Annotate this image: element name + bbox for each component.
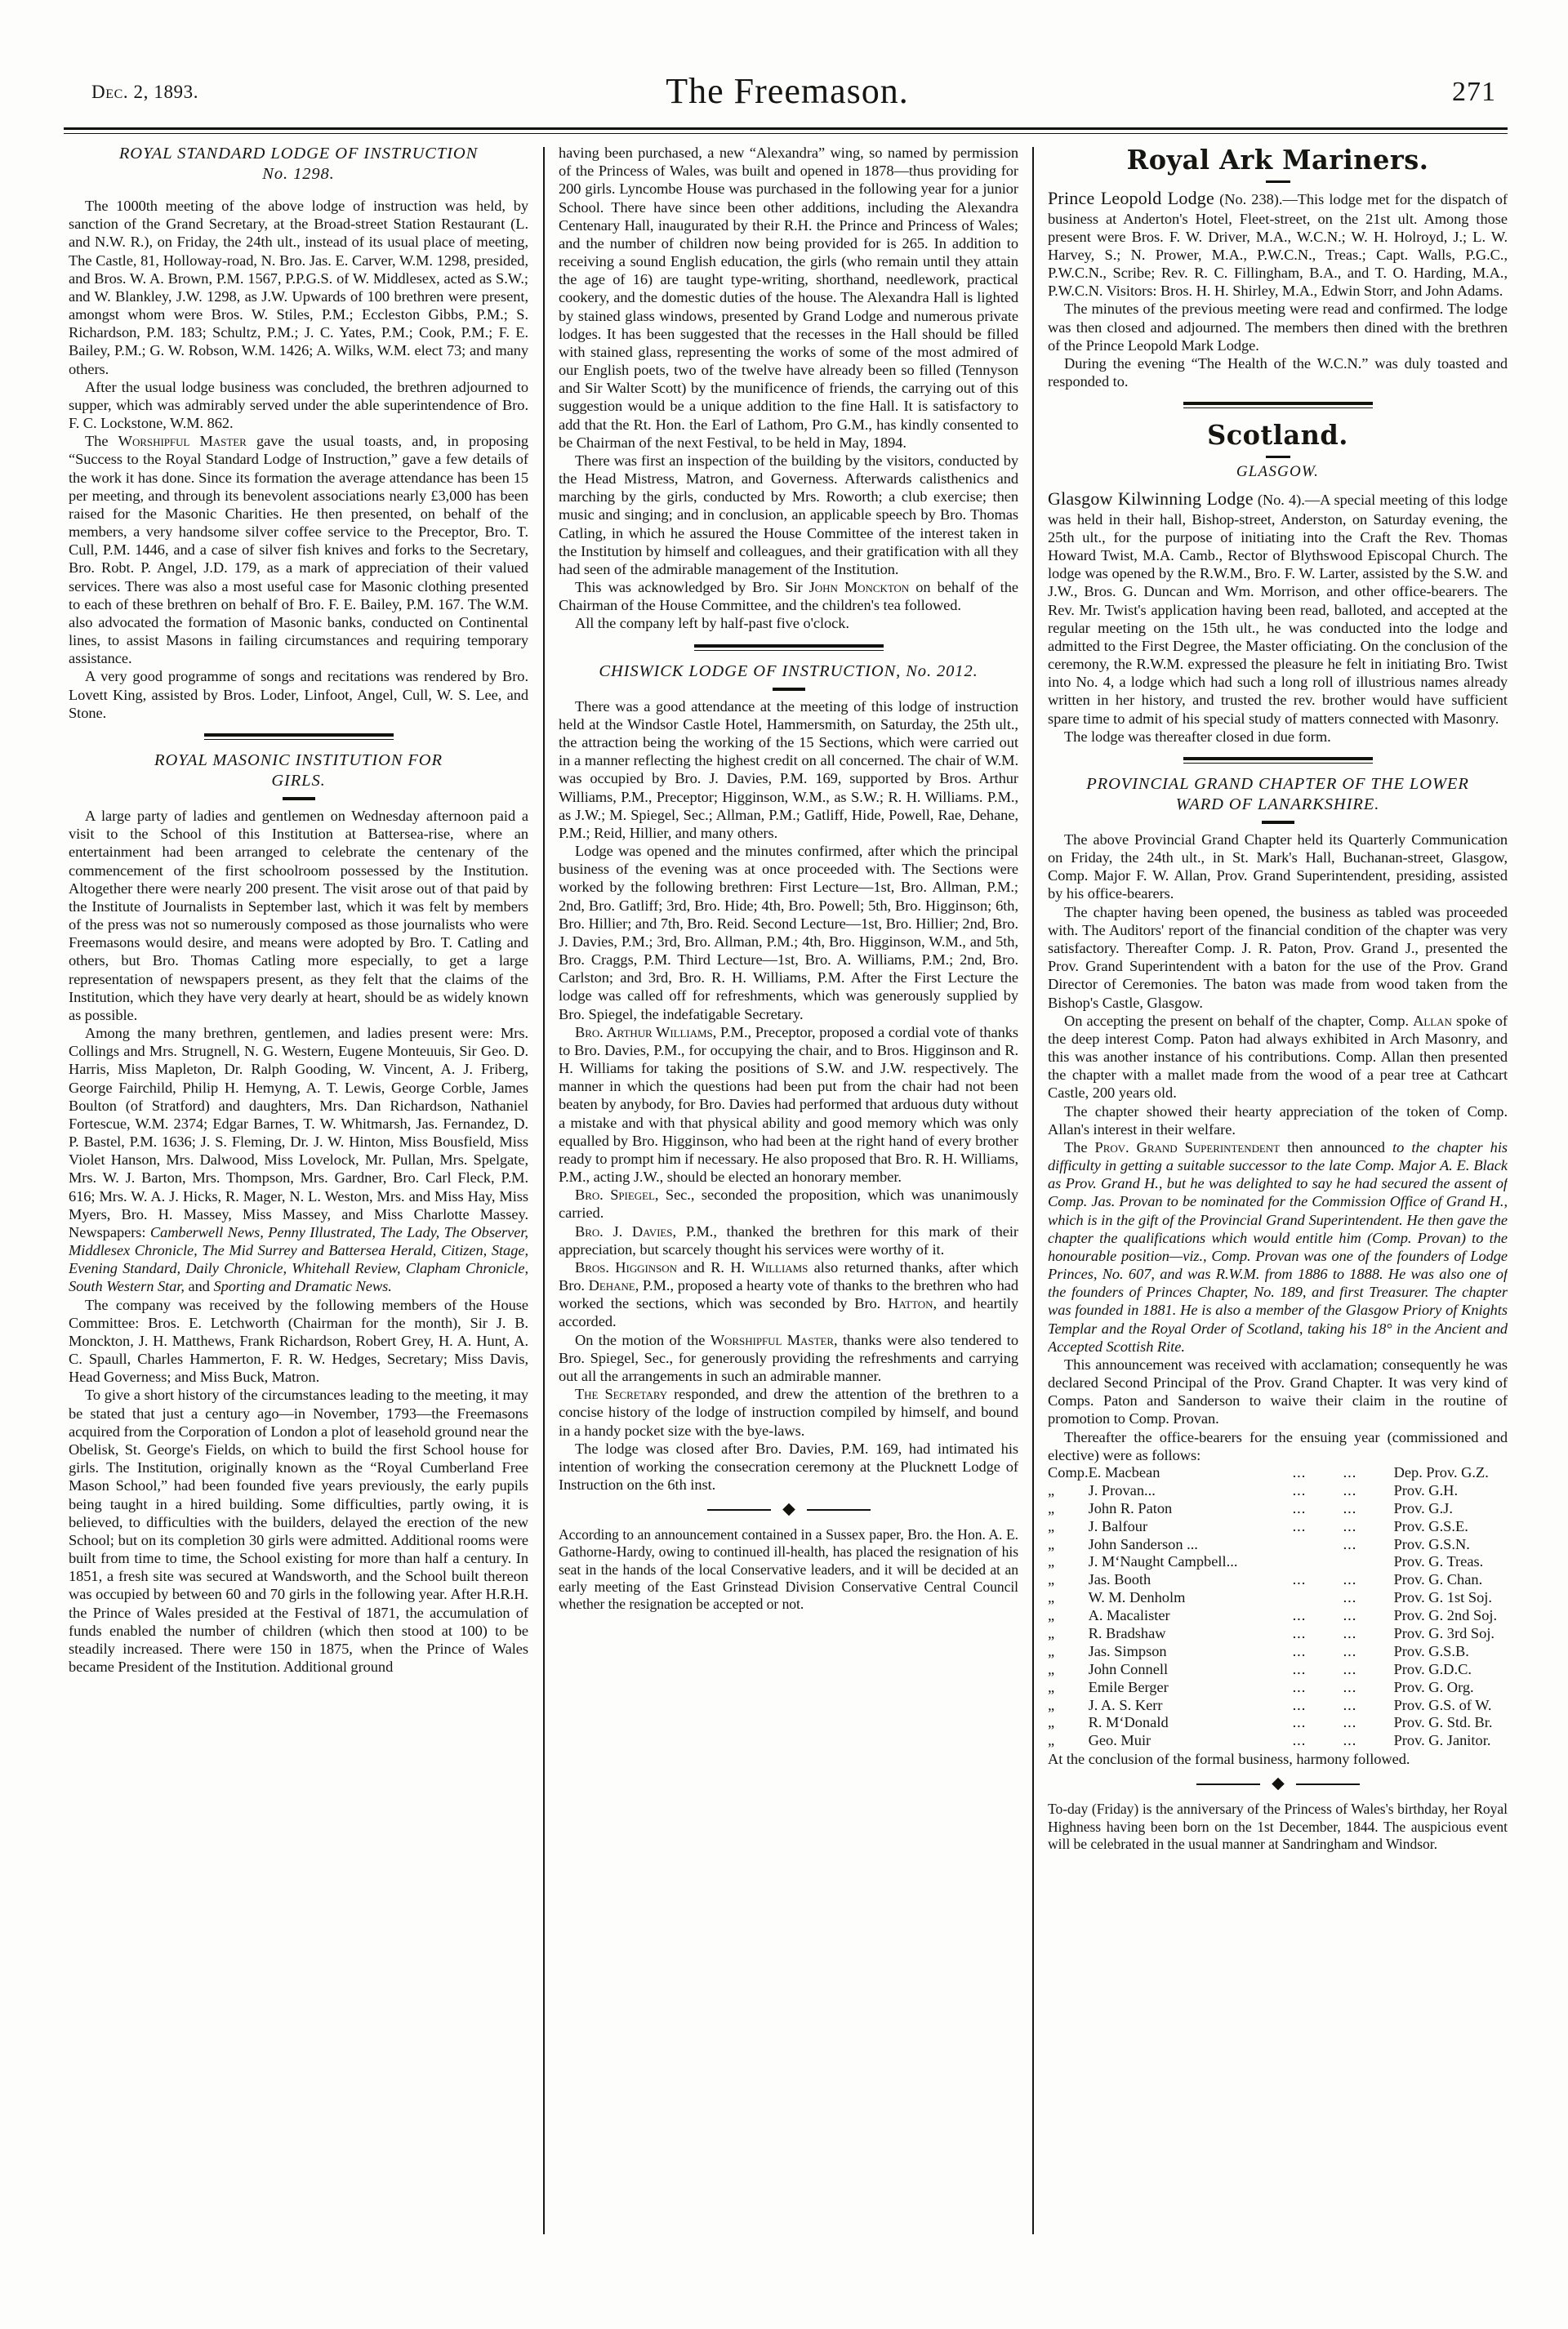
quoted-speech: to the chapter his difficulty in getting a suitable successor to the late Comp. Major A. E. Black as Prov. Grand H., but he was delighted to say he had secured the assent of Comp. Jas. Provan to be nominated for the Commission Office of Grand H., which is in the gift of the Provincial Grand Superintendent. He then gave the chapter the qualifications which would entitle him (Comp. Provan) to the honourable position—viz., Comp. Provan was one of the founders of Lodge Princes, No. 607, and was R.W.M. from 1886 to 1888. He was also one of the founders of Princes Chapter, No. 189, and first Treasurer. The chapter was founded in 1881. He is also a member of the Glasgow Priory of Knights Templar and the Royal Order of Scotland, taking his 18° in the Ancient and Accepted Scottish Rite.	[1048, 1138, 1508, 1355]
small-caps-name: Allan	[1413, 1012, 1452, 1029]
small-caps-name-2: Williams	[751, 1258, 808, 1276]
leader-dots: ...	[1343, 1607, 1357, 1624]
leader-dots: ...	[1343, 1660, 1357, 1677]
officer-name: R. M‘Donald	[1088, 1714, 1169, 1731]
paragraph: This was acknowledged by Bro. Sir John Monckton on behalf of the Chairman of the House Committee, and the children's tea followed.	[559, 579, 1018, 614]
heading-underline	[1266, 180, 1290, 183]
section-rule	[1183, 402, 1373, 408]
small-caps-title: Prov. Grand Superintendent	[1094, 1138, 1281, 1156]
leader-dots: ...	[1343, 1732, 1357, 1749]
masthead-rule	[64, 127, 1508, 134]
paragraph: Prince Leopold Lodge (No. 238).—This lodge met for the dispatch of business at Anderton's Hotel, Fleet-street, on the 21st ult. Among those present were Bros. F. W. Driver, M.A., W.C.N.; W. H. Holroyd, J.; L. W. Harvey, S.; N. Prower, M.A., P.W.C.N., Treas.; Capt. Walls, P.G.C., P.W.C.N., Scribe; Rev. R. C. Fillingham, B.A., and T. O. Harding, M.A., P.W.C.N. Visitors: Bros. H. H. Shirley, M.A., Edwin Storr, and John Adams.	[1048, 188, 1508, 300]
leader-dots: ...	[1343, 1535, 1357, 1552]
leader-dots: ...	[1292, 1463, 1307, 1481]
section-rule	[694, 644, 884, 651]
leader-dots: ...	[1343, 1642, 1357, 1659]
paragraph: On accepting the present on behalf of the chapter, Comp. Allan spoke of the deep interest Comp. Paton had always exhibited in Arch Masonry, and this was another instance of his contributions. Comp. Allan then presented the chapter with a mallet made from the wood of a pear tree at Cathcart Castle, 200 years old.	[1048, 1012, 1508, 1102]
leader-dots: ...	[1292, 1571, 1307, 1588]
heading-underline	[283, 797, 315, 800]
officer-name: Jas. Booth	[1088, 1571, 1152, 1588]
officer-name: W. M. Denholm	[1088, 1589, 1186, 1606]
issue-date: Dec. 2, 1893.	[91, 82, 199, 102]
diamond-separator	[1196, 1778, 1360, 1791]
heading-underline	[1266, 456, 1290, 458]
officer-name: John R. Paton	[1088, 1499, 1173, 1516]
officer-role: Prov. G.H.	[1393, 1481, 1459, 1498]
officer-name: R. Bradshaw	[1088, 1624, 1166, 1641]
column-three	[1048, 144, 1508, 2267]
officer-name: A. Macalister	[1088, 1607, 1170, 1624]
paragraph: On the motion of the Worshipful Master, thanks were also tendered to Bro. Spiegel, Sec., for generously providing the refreshments and carrying out all the arrangements in such an admirable manner.	[559, 1331, 1018, 1384]
heading-line-2: GIRLS.	[271, 771, 326, 790]
paragraph: Bros. Higginson and R. H. Williams also returned thanks, after which Bro. Dehane, P.M., proposed a hearty vote of thanks to the brethren who had worked the sections, which was seconded by Bro. Hatton, and heartily accorded.	[559, 1258, 1018, 1330]
officer-role: Prov. G. Chan.	[1393, 1571, 1483, 1588]
leader-dots: ...	[1343, 1714, 1357, 1731]
small-caps-name: Bro. Arthur Williams	[575, 1023, 713, 1040]
officer-prefix: „	[1048, 1553, 1055, 1570]
heading-royal-ark-mariners: Royal Ark Mariners.	[1126, 144, 1429, 176]
leader-dots: ...	[1292, 1660, 1307, 1677]
leader-dots: ...	[1343, 1499, 1357, 1516]
table-row	[1048, 1536, 1508, 1554]
leader-dots: ...	[1292, 1714, 1307, 1731]
paragraph: Bro. J. Davies, P.M., thanked the brethren for this mark of their appreciation, but scarcely thought his services were worthy of it.	[559, 1222, 1018, 1258]
table-row	[1048, 1553, 1508, 1571]
officer-prefix: „	[1048, 1660, 1055, 1677]
leader-dots: ...	[1292, 1481, 1307, 1498]
officer-role: Prov. G. 1st Soj.	[1393, 1589, 1492, 1606]
officer-role: Prov. G.S.N.	[1393, 1535, 1470, 1552]
officer-prefix: „	[1048, 1517, 1055, 1534]
heading-line-1: ROYAL MASONIC INSTITUTION FOR	[154, 750, 443, 769]
small-caps-name: John Monckton	[808, 579, 910, 596]
leader-dots: ...	[1292, 1517, 1307, 1534]
officer-name: E. Macbean	[1088, 1463, 1160, 1481]
small-caps-name: Bro. Spiegel	[575, 1187, 655, 1204]
paragraph: The lodge was closed after Bro. Davies, P.M. 169, had intimated his intention of working the consecration ceremony at the Plucknett Lodge of Instruction on the 6th inst.	[559, 1440, 1018, 1494]
lodge-name: Glasgow Kilwinning Lodge	[1048, 488, 1254, 510]
officer-prefix: „	[1048, 1499, 1055, 1516]
officer-role: Prov. G.S.E.	[1393, 1517, 1468, 1534]
leader-dots: ...	[1292, 1732, 1307, 1749]
paragraph: There was a good attendance at the meeting of this lodge of instruction held at the Windsor Castle Hotel, Hammersmith, on Saturday, the 25th ult., the attraction being the working of the 15 Sections, which were carried out in a manner reflecting the highest credit on all concerned. The chair of W.M. was occupied by Bro. J. Davies, P.M. 169, supported by Bros. Arthur Williams, P.M., Preceptor; Higginson, W.M., as S.W.; R. H. Williams. P.M., as J.W.; M. Spiegel, Sec.; Allman, P.M.; Gatliff, Hide, Powell, Rae, Dehane, P.M.; Reid, Hillier, and many others.	[559, 697, 1018, 841]
officer-name: Geo. Muir	[1088, 1732, 1152, 1749]
paragraph: To-day (Friday) is the anniversary of the Princess of Wales's birthday, her Royal Highness having been born on the 1st December, 1844. The auspicious event will be celebrated in the usual manner at Sandringham and Windsor.	[1048, 1801, 1508, 1852]
page-number: 271	[1452, 77, 1496, 107]
paragraph: The chapter having been opened, the business as tabled was proceeded with. The Auditors' report of the financial condition of the chapter was very satisfactory. Thereafter Comp. J. R. Paton, Prov. Grand J., presented the Prov. Grand Superintendent with a baton for the use of the Prov. Grand Director of Ceremonies. The baton was made from wood taken from the Bishop's Castle, Glasgow.	[1048, 903, 1508, 1011]
table-row	[1048, 1571, 1508, 1589]
paragraph: The 1000th meeting of the above lodge of instruction was held, by sanction of the Grand Secretary, at the Broad-street Station Restaurant (L. and N.W. R.), on Friday, the 24th ult., instead of its usual place of meeting, The Castle, 81, Holloway-road, N. Bro. Jas. E. Carver, W.M. 1298, presided, and Bros. W. A. Brown, P.M. 1567, P.P.G.S. of W. Middlesex, acted as S.W.; and W. Blankley, J.W. 1298, as J.W. Upwards of 100 brethren were present, amongst whom were Bros. W. Stiles, P.M.; Eccleston Gibbs, P.M.; S. Richardson, P.M. 183; Schultz, P.M.; J. C. Yates, P.M.; Cook, P.M.; F. E. Bailey, P.M.; G. W. Robson, W.M. 1426; A. Wilks, W.M. elect 73; and many others.	[69, 198, 528, 377]
officer-name: John Sanderson ...	[1088, 1535, 1198, 1552]
paragraph: A large party of ladies and gentlemen on Wednesday afternoon paid a visit to the School of this Institution at Battersea-rise, where an entertainment had been arranged to celebrate the centenary of the commencement of the first schoolroom possessed by the Institution. Altogether there were nearly 200 present. The visit arose out of that paid by the Institute of Journalists in September last, which it was felt by members of the press was not so numerously composed as those journalists who were Freemasons would desire, and means were adopted by Bro. T. Catling and others, but Bro. Thomas Catling more especially, to get a large representation of newspapers present, as they felt that the claims of the Institution, which they have very dearly at heart, should be as widely known as possible.	[69, 807, 528, 1023]
leader-dots	[1343, 1553, 1394, 1571]
small-caps-name: The Secretary	[575, 1386, 668, 1403]
officer-role: Prov. G. Janitor.	[1393, 1732, 1491, 1749]
officer-prefix: „	[1048, 1678, 1055, 1695]
paragraph: A very good programme of songs and recitations was rendered by Bro. Lovett King, assisted by Bros. Loder, Linfoot, Angel, Cull, W. S. Lee, and Stone.	[69, 668, 528, 721]
officer-role: Prov. G.D.C.	[1393, 1660, 1472, 1677]
leader-dots	[1293, 1536, 1343, 1554]
paragraph: After the usual lodge business was concluded, the brethren adjourned to supper, which was admirably served under the able superintendence of Bro. F. C. Lockstone, W.M. 862.	[69, 378, 528, 432]
heading-line-1: PROVINCIAL GRAND CHAPTER OF THE LOWER	[1086, 774, 1469, 793]
table-row	[1048, 1482, 1508, 1500]
officer-role: Prov. G.S.B.	[1393, 1642, 1469, 1659]
leader-dots: ...	[1343, 1571, 1357, 1588]
officer-prefix: „	[1048, 1732, 1055, 1749]
small-caps-name: Worshipful Master	[118, 433, 247, 450]
leader-dots: ...	[1292, 1624, 1307, 1641]
leader-dots: ...	[1292, 1642, 1307, 1659]
small-caps-name: Bro. J. Davies	[575, 1222, 673, 1240]
table-row	[1048, 1697, 1508, 1715]
table-row	[1048, 1732, 1508, 1750]
officers-table	[1048, 1464, 1508, 1750]
officer-name: Jas. Simpson	[1088, 1642, 1167, 1659]
heading-chiswick-lodge: CHISWICK LODGE OF INSTRUCTION, No. 2012.	[599, 661, 978, 680]
officer-prefix: „	[1048, 1607, 1055, 1624]
city-label-glasgow: GLASGOW.	[1236, 463, 1320, 481]
paragraph: Bro. Arthur Williams, P.M., Preceptor, proposed a cordial vote of thanks to Bro. Davies, P.M., for occupying the chair, and to Bros. Higginson and R. H. Williams for taking the positions of S.W. and J.W. respectively. The manner in which the questions had been put from the chair had not been beaten by anybody, for Bro. Davies had performed that arduous duty without a mistake and with that physical ability and good memory which was only equalled by Bro. Higginson, who had been at the right hand of every brother ready to prompt him if necessary. He also proposed that Bro. R. H. Williams, P.M., acting J.W., should be elected an honorary member.	[559, 1023, 1018, 1186]
small-caps-name: Bros. Higginson	[575, 1258, 677, 1276]
paragraph: Thereafter the office-bearers for the ensuing year (commissioned and elective) were as follows:	[1048, 1428, 1508, 1463]
table-row	[1048, 1518, 1508, 1536]
leader-dots: ...	[1292, 1696, 1307, 1713]
column-divider-2	[1032, 147, 1034, 2234]
officer-role: Prov. G. Treas.	[1393, 1553, 1484, 1570]
paragraph: having been purchased, a new “Alexandra” wing, so named by permission of the Princess of Wales, was built and opened in 1878—thus providing for 200 girls. Lyncombe House was purchased in the following year for a junior School. There have since been other additions, including the Alexandra Centenary Hall, inaugurated by their R.H. the Prince and Princess of Wales; and the number of children now being provided for is 265. In addition to receiving a sound English education, the girls (who remain until they attain the age of 16) are taught type-writing, shorthand, needlework, practical cookery, and the domestic duties of the house. The Alexandra Hall is lighted by stained glass windows, presented by Grand Lodge and numerous private lodges. It has been suggested that the recesses in the Hall should be filled with stained glass, representing the works of some of the most admired of our English poets, two of the twelve have already been so filled (Tennyson and Sir Walter Scott) by the munificence of friends, the carrying out of this suggestion would be a unique addition to the fine Hall. It is satisfactory to add that the Rt. Hon. the Earl of Lathom, Pro G.M., has kindly consented to be Chairman of the next Festival, to be held in May, 1894.	[559, 145, 1018, 451]
paragraph: This announcement was received with acclamation; consequently he was declared Second Principal of the Prov. Grand Chapter. It was very kind of Comps. Paton and Sanderson to waive their claim in the routine of promotion to Comp. Provan.	[1048, 1356, 1508, 1427]
publication-title: The Freemason.	[666, 71, 909, 111]
diamond-separator	[707, 1503, 871, 1516]
column-two	[559, 144, 1018, 2267]
officer-prefix: „	[1048, 1571, 1055, 1588]
leader-dots: ...	[1343, 1678, 1357, 1695]
newspaper-titles: Camberwell News, Penny Illustrated, The Lady, The Observer, Middlesex Chronicle, The Mid Surrey and Battersea Herald, Citizen, Stage, Evening Standard, Daily Chronicle, Whitehall Review, Clapham Chronicle, South Western Star,	[69, 1223, 528, 1295]
leader-dots: ...	[1343, 1696, 1357, 1713]
heading-line-1: ROYAL STANDARD LODGE OF INSTRUCTION	[118, 145, 479, 163]
officer-role: Prov. G.J.	[1393, 1499, 1453, 1516]
paragraph: The chapter showed their hearty appreciation of the token of Comp. Allan's interest in their welfare.	[1048, 1102, 1508, 1138]
officer-prefix: „	[1048, 1481, 1055, 1498]
leader-dots: ...	[1343, 1589, 1357, 1606]
paragraph: According to an announcement contained in a Sussex paper, Bro. the Hon. A. E. Gathorne-Hardy, owing to continued ill-health, has placed the resignation of his seat in the hands of the local Conservative leaders, and it will be decided at an early meeting of the East Grinstead Division Conservative Central Council whether the resignation be accepted or not.	[559, 1526, 1018, 1612]
officer-prefix: „	[1048, 1589, 1055, 1606]
section-rule	[1183, 757, 1373, 764]
diamond-icon	[782, 1503, 795, 1516]
officer-role: Prov. G.S. of W.	[1393, 1696, 1492, 1713]
table-row	[1048, 1643, 1508, 1661]
heading-royal-standard-lodge	[69, 144, 528, 185]
paragraph: The above Provincial Grand Chapter held its Quarterly Communication on Friday, the 24th ult., in St. Mark's Hall, Buchanan-street, Glasgow, Comp. Major F. W. Allan, Prov. Grand Superintendent, presiding, assisted by his office-bearers.	[1048, 831, 1508, 902]
leader-dots: ...	[1343, 1624, 1357, 1641]
table-row	[1048, 1464, 1508, 1482]
leader-dots: ...	[1343, 1463, 1357, 1481]
officer-prefix: „	[1048, 1624, 1055, 1641]
officer-name: J. Balfour	[1088, 1517, 1148, 1534]
leader-dots	[1293, 1553, 1343, 1571]
column-grid	[69, 144, 1508, 2267]
heading-scotland: Scotland.	[1207, 419, 1348, 452]
officer-role: Prov. G. 3rd Soj.	[1393, 1624, 1495, 1641]
paragraph: There was first an inspection of the building by the visitors, conducted by the Head Mistress, Matron, and Governess. Afterwards calisthenics and marching by the girls, conducted by Mrs. Roworth; a club exercise; then music and singing; and in conclusion, an applicable speech by Bro. Thomas Catling, in which he assured the House Committee of the interest taken in the Institution by himself and colleagues, and their gratification with all they had seen of the admirable management of the Institution.	[559, 452, 1018, 577]
table-row	[1048, 1607, 1508, 1625]
masthead	[69, 70, 1506, 124]
leader-dots: ...	[1343, 1481, 1357, 1498]
paragraph: The Secretary responded, and drew the attention of the brethren to a concise history of the lodge of instruction compiled by himself, and bound in a handy pocket size with the bye-laws.	[559, 1386, 1018, 1439]
small-caps-name-3: Dehane	[588, 1277, 635, 1294]
paragraph: Glasgow Kilwinning Lodge (No. 4).—A special meeting of this lodge was held in their hall, Bishop-street, Anderston, on Saturday evening, the 25th ult., for the purpose of initiating into the Craft the Rev. Thomas Howard Twist, M.A. Camb., Rector of Blythswood Episcopal Church. The lodge was opened by the R.W.M., Bro. F. W. Larter, assisted by the S.W. and J.W., Bros. G. Duncan and Wm. Morrison, and other office-bearers. The Rev. Mr. Twist's application having been read, balloted, and accepted at the regular meeting on the 15th ult., he was conducted into the lodge and admitted to the First Degree, the Master officiating. On the conclusion of the ceremony, the R.W.M. expressed the pleasure he felt in initiating Bro. Twist into No. 4, a lodge which had such a long roll of illustrious names already written in her history, and trusted the rev. brother would have sufficient spare time to admit of his special study of matters connected with Masonry.	[1048, 488, 1508, 727]
table-row	[1048, 1625, 1508, 1643]
table-row	[1048, 1679, 1508, 1697]
officer-role: Prov. G. Std. Br.	[1393, 1714, 1493, 1731]
column-one	[69, 144, 528, 2267]
officer-prefix: „	[1048, 1714, 1055, 1731]
paragraph: The company was received by the following members of the House Committee: Bros. E. Letchworth (Chairman for the month), Sir J. B. Monckton, J. H. Matthews, Frank Richardson, Robert Grey, H. A. Hunt, A. C. Spaull, Charles Hammerton, F. R. W. Hedges, Secretary; Miss Davis, Head Governess; and Miss Buck, Matron.	[69, 1296, 528, 1386]
officer-name: John Connell	[1088, 1660, 1169, 1677]
paragraph: Bro. Spiegel, Sec., seconded the proposition, which was unanimously carried.	[559, 1187, 1018, 1222]
heading-prov-grand-chapter	[1048, 774, 1508, 815]
heading-underline	[1262, 821, 1294, 824]
paragraph: Among the many brethren, gentlemen, and ladies present were: Mrs. Collings and Mrs. Strugnell, N. G. Western, Eugene Monteuuis, Sir Geo. D. Harris, Miss Mapleton, Dr. Ralph Gooding, W. Vincent, A. J. Friberg, George Fairchild, Philip H. Hemyng, A. T. Lewis, George Corble, James Boulton (of Stratford) and daughters, Mrs. Dan Richardson, Nathaniel Fortescue, W.M. 2374; Edgar Barnes, T. W. Whitmarsh, Jas. Fernandez, D. P. Bastel, P.M. 1636; J. S. Fleming, Dr. J. W. Hinton, Miss Bousfield, Miss Violet Hanson, Mrs. Dalwood, Miss Lovelock, Mr. Pullan, Mrs. Spelgate, Mrs. W. J. Barton, Mrs. Thompson, Mrs. Gardner, Bro. Carl Fleck, P.M. 616; Mrs. W. A. J. Hicks, R. Mager, N. L. Weston, Mrs. and Miss Hay, Miss Myers, Bro. H. Massey, Miss Massey, and Miss Charlotte Massey. Newspapers: Camberwell News, Penny Illustrated, The Lady, The Observer, Middlesex Chronicle, The Mid Surrey and Battersea Herald, Citizen, Stage, Evening Standard, Daily Chronicle, Whitehall Review, Clapham Chronicle, South Western Star, and Sporting and Dramatic News.	[69, 1025, 528, 1295]
table-row	[1048, 1500, 1508, 1518]
paragraph: To give a short history of the circumstances leading to the meeting, it may be stated that just a century ago—in November, 1793—the Freemasons acquired from the Corporation of London a plot of leasehold ground near the Obelisk, St. George's Fields, on which to build the first School house for girls. The Institution, originally known as the “Royal Cumberland Free Mason School,” had been founded five years previously, the early pupils being taught in a hired building. Some difficulties, partly owing, it is believed, to difficulties with the builders, delayed the erection of the new School; but on its completion 30 girls were admitted. Additional rooms were built from time to time, the School existing for more than half a century. In 1851, a fresh site was secured at Wandsworth, and the School built thereon was occupied by between 60 and 70 girls in the following year. After H.R.H. the Prince of Wales presided at the Festival of 1871, the accumulation of funds enabled the number of children (which then stood at 100) to be steadily increased. There were 150 in 1875, when the Prince of Wales became President of the Institution. Additional ground	[69, 1387, 528, 1676]
paragraph: The Prov. Grand Superintendent then announced to the chapter his difficulty in getting a suitable successor to the late Comp. Major A. E. Black as Prov. Grand H., but he was delighted to say he had secured the assent of Comp. Jas. Provan to be nominated for the Commission Office of Grand H., which is in the gift of the Provincial Grand Superintendent. He then gave the chapter the qualifications which would entitle him (Comp. Provan) to the honourable position—viz., Comp. Provan was one of the founders of Lodge Princes, No. 607, and was R.W.M. from 1886 to 1888. He was also one of the founders of Princes Chapter, No. 189, and first Treasurer. The chapter was founded in 1881. He is also a member of the Glasgow Priory of Knights Templar and the Royal Order of Scotland, taking his 18° in the Ancient and Accepted Scottish Rite.	[1048, 1138, 1508, 1355]
newspaper-titles-2: Sporting and Dramatic News.	[213, 1278, 392, 1295]
paragraph: The lodge was thereafter closed in due form.	[1064, 728, 1331, 745]
officer-prefix: „	[1048, 1696, 1055, 1713]
paragraph: During the evening “The Health of the W.C.N.” was duly toasted and responded to.	[1048, 354, 1508, 390]
leader-dots: ...	[1292, 1499, 1307, 1516]
paragraph: The minutes of the previous meeting were read and confirmed. The lodge was then closed and adjourned. The members then dined with the brethren of the Prince Leopold Mark Lodge.	[1048, 301, 1508, 354]
small-caps-name-4: Hatton	[888, 1295, 933, 1312]
lodge-name: Prince Leopold Lodge	[1048, 188, 1214, 208]
paragraph: All the company left by half-past five o'clock.	[575, 615, 849, 632]
officer-prefix: Comp.	[1048, 1463, 1089, 1481]
officer-role: Dep. Prov. G.Z.	[1393, 1463, 1489, 1481]
officer-prefix: „	[1048, 1535, 1055, 1552]
paragraph: At the conclusion of the formal business, harmony followed.	[1048, 1751, 1410, 1768]
diamond-icon	[1272, 1778, 1285, 1791]
heading-underline	[773, 688, 805, 691]
heading-rmi-girls	[69, 750, 528, 791]
officer-role: Prov. G. 2nd Soj.	[1393, 1607, 1498, 1624]
leader-dots	[1293, 1589, 1343, 1607]
small-caps-name: Worshipful Master	[710, 1331, 834, 1348]
officer-role: Prov. G. Org.	[1393, 1678, 1474, 1695]
officers-table-body	[1048, 1464, 1508, 1750]
officer-name: Emile Berger	[1088, 1678, 1169, 1695]
table-row	[1048, 1661, 1508, 1679]
section-rule	[204, 733, 394, 740]
leader-dots: ...	[1292, 1678, 1307, 1695]
paragraph: The Worshipful Master gave the usual toasts, and, in proposing “Success to the Royal Standard Lodge of Instruction,” gave a few details of the work it has done. Since its formation the average attendance has been 15 per meeting, and through its benevolent associations nearly £3,000 has been raised for the Masonic Charities. He then presented, on behalf of the members, a very handsome silver coffee service to the Preceptor, Bro. T. Cull, P.M. 1446, and a case of silver fish knives and forks to the Secretary, Bro. Robt. P. Angel, J.D. 179, as a mark of appreciation of their valued services. There was also a most useful case for Masonic clothing presented to each of these brethren on behalf of Bro. F. E. Bailey, P.M. 167. The W.M. also advocated the formation of Masonic banks, conducted on Continental lines, to assist Masons in failing circumstances and requiring temporary assistance.	[69, 433, 528, 667]
officer-prefix: „	[1048, 1642, 1055, 1659]
paragraph: Lodge was opened and the minutes confirmed, after which the principal business of the evening was at once proceeded with. The Sections were worked by the following brethren: First Lecture—1st, Bro. Allman, P.M.; 2nd, Bro. Gatliff; 3rd, Bro. Hide; 4th, Bro. Powell; 5th, Bro. Higginson; 6th, Bro. Hillier; and 7th, Bro. Reid. Second Lecture—1st, Bro. Hillier; 2nd, Bro. J. Davies, P.M.; 3rd, Bro. Allman, P.M.; 4th, Bro. Higginson, W.M., and 5th, Bro. Craggs, P.M. Third Lecture—1st, Bro. A. Williams, P.M.; 2nd, Bro. Carlston; and 3rd, Bro. R. H. Williams, P.M. After the First Lecture the lodge was called off for refreshments, which was generously supplied by Bro. Spiegel, the indefatigable Secretary.	[559, 843, 1018, 1022]
officer-name: J. M‘Naught Campbell...	[1088, 1553, 1238, 1570]
leader-dots: ...	[1343, 1517, 1357, 1534]
officer-name: J. Provan...	[1088, 1481, 1156, 1498]
officer-name: J. A. S. Kerr	[1088, 1696, 1163, 1713]
leader-dots: ...	[1292, 1607, 1307, 1624]
table-row	[1048, 1589, 1508, 1607]
heading-line-2: No. 1298.	[262, 165, 335, 183]
heading-line-2: WARD OF LANARKSHIRE.	[1175, 795, 1380, 813]
column-divider-1	[543, 147, 545, 2234]
table-row	[1048, 1714, 1508, 1732]
